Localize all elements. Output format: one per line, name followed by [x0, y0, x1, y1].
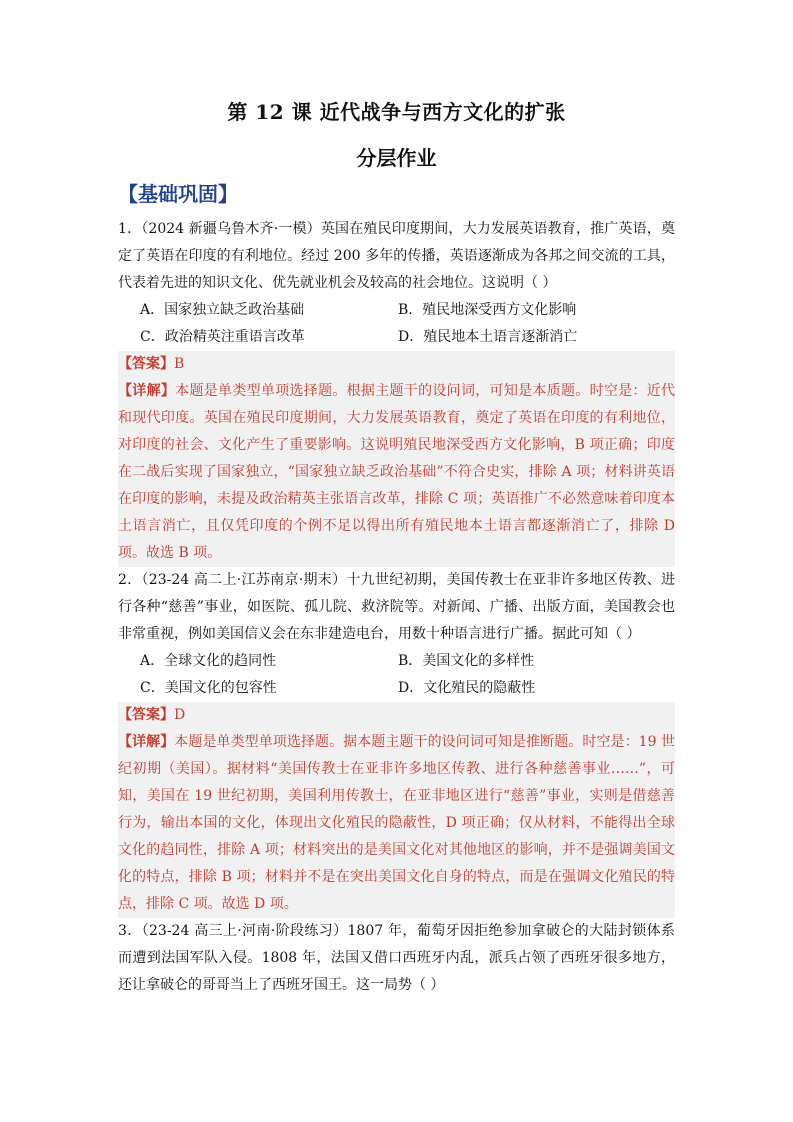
option-b: B．美国文化的多样性 [398, 653, 535, 669]
option-c: C．政治精英注重语言改革 [140, 329, 305, 345]
question-stem: 2．（23-24 高二上·江苏南京·期末）十九世纪初期，美国传教士在亚非许多地区传教、进行各种“慈善”事业，如医院、孤儿院、救济院等。对新闻、广播、出版方面，美国教会也非常重视，例如美国信义会在东非建造电台，用数十种语言进行广播。据此可知（ ） [118, 572, 675, 642]
option-c: C．美国文化的包容性 [140, 680, 277, 696]
answer-line [118, 702, 675, 729]
question-3 [118, 918, 675, 999]
lesson-subtitle: 分层作业 [356, 146, 437, 170]
lesson-title: 第 12 课 近代战争与西方文化的扩张 [227, 100, 566, 124]
option-a: A．全球文化的趋同性 [140, 653, 277, 669]
question-2 [118, 567, 675, 918]
explain-text: 本题是单类型单项选择题。根据主题干的设问词，可知是本质题。时空是：近代和现代印度。英国在殖民印度期间，大力发展英语教育，奠定了英语在印度的有利地位，对印度的社会、文化产生了重要影响。这说明殖民地深受西方文化影响，B 项正确；印度在二战后实现了国家独立，“国家独立缺乏政治基础”不符合史实，排除 A 项；材料讲英语在印度的影响，未提及政治精英主张语言改革，排除 C 项；英语推广不必然意味着印度本土语言消亡，且仅凭印度的个例不足以得出所有殖民地本土语言都逐渐消亡了，排除 D 项。故选 B 项。 [118, 383, 676, 561]
answer-value: B [174, 356, 185, 372]
answer-label: 【答案】 [118, 356, 174, 372]
answer-value: D [174, 707, 186, 723]
option-d: D．文化殖民的隐蔽性 [398, 680, 536, 696]
answer-line [118, 351, 675, 378]
explain-text: 本题是单类型单项选择题。据本题主题干的设问词可知是推断题。时空是：19 世纪初期（美国）。据材料“美国传教士在亚非许多地区传教、进行各种慈善事业……”，可知，美国在 19 世纪初期，美国利用传教士，在亚非地区进行“慈善”事业，实则是借慈善行为，输出本国的文化，体现出文化殖民的隐蔽性，D 项正确；仅从材料，不能得出全球文化的趋同性，排除 A 项；材料突出的是美国文化对其他地区的影响，并不是强调美国文化的特点，排除 B 项；材料并不是在突出美国文化自身的特点，而是在强调文化殖民的特点，排除 C 项。故选 D 项。 [118, 734, 676, 912]
explain-label: 【详解】 [118, 734, 175, 750]
question-1 [118, 216, 675, 567]
answer-explanation-block [118, 702, 675, 918]
option-a: A．国家独立缺乏政治基础 [140, 302, 305, 318]
answer-explanation-block [118, 351, 675, 567]
question-stem: 1．（2024 新疆乌鲁木齐·一模）英国在殖民印度期间，大力发展英语教育，推广英语，奠定了英语在印度的有利地位。经过 200 多年的传播，英语逐渐成为各邦之间交流的工具，代表着先进的知识文化、优先就业机会及较高的社会地位。这说明（ ） [118, 221, 675, 291]
question-list [118, 216, 675, 999]
option-d: D．殖民地本土语言逐渐消亡 [398, 329, 578, 345]
explanation-line [118, 378, 675, 567]
option-b: B．殖民地深受西方文化影响 [398, 302, 577, 318]
question-stem: 3．（23-24 高三上·河南·阶段练习）1807 年，葡萄牙因拒绝参加拿破仑的大陆封锁体系而遭到法国军队入侵。1808 年，法国又借口西班牙内乱，派兵占领了西班牙很多地方，还让拿破仑的哥哥当上了西班牙国王。这一局势（ ） [118, 923, 675, 993]
section-heading: 【基础巩固】 [118, 182, 238, 206]
answer-label: 【答案】 [118, 707, 174, 723]
option-list [118, 648, 675, 702]
explain-label: 【详解】 [118, 383, 176, 399]
explanation-line [118, 729, 675, 918]
option-list [118, 297, 675, 351]
